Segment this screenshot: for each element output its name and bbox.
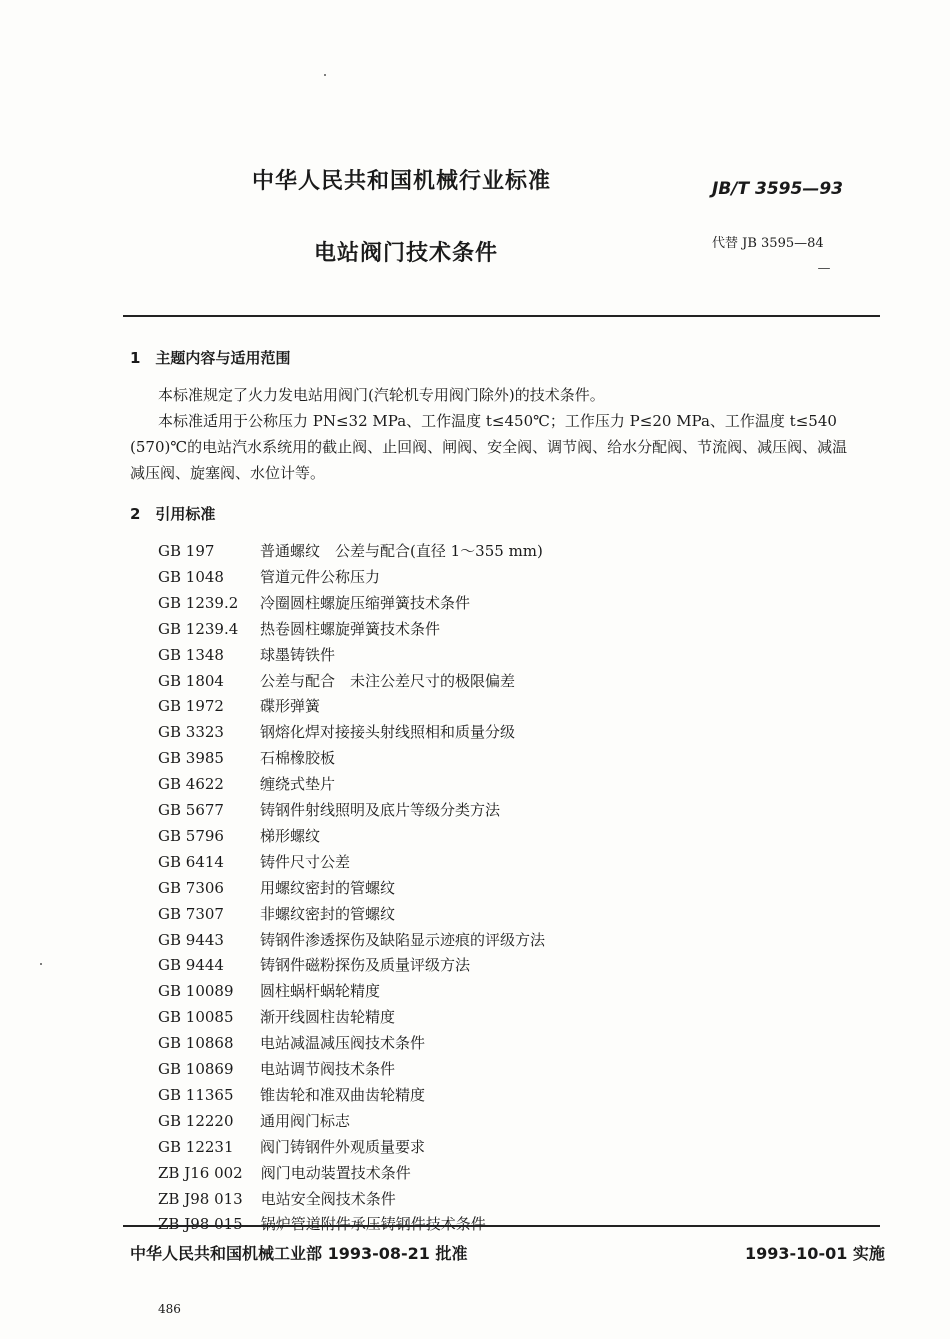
section-1-paragraph-2-line-1: 本标准适用于公称压力 PN≤32 MPa、工作温度 t≤450℃；工作压力 P≤20 MPa、工作温度 t≤540 [158, 412, 837, 430]
reference-item [158, 566, 380, 587]
standard-number: JB/T 3595—93 [712, 179, 843, 199]
reference-item [158, 1032, 425, 1053]
section-1-paragraph-2-line-3: 减压阀、旋塞阀、水位计等。 [130, 464, 326, 482]
reference-item [158, 618, 440, 639]
reference-code: GB 7306 [158, 878, 224, 897]
reference-title [261, 1213, 486, 1234]
industry-title: 中华人民共和国机械行业标准 [252, 169, 552, 194]
reference-code: GB 10089 [158, 982, 234, 1001]
reference-code: GB 6414 [158, 852, 224, 871]
reference-code: GB 12231 [158, 1137, 234, 1156]
reference-item [158, 1110, 350, 1131]
reference-code: GB 5796 [158, 826, 224, 845]
section-1-heading: 1 主题内容与适用范围 [130, 349, 291, 367]
reference-code: GB 5677 [158, 801, 224, 819]
reference-title: 铸钢件渗透探伤及缺陷显示迹痕的评级方法 [260, 930, 546, 949]
reference-title: 用螺纹密封的管螺纹 [260, 878, 396, 897]
reference-code: GB 1804 [158, 671, 224, 690]
reference-item [158, 773, 335, 794]
approval-line: 中华人民共和国机械工业部 1993-08-21 批准 [130, 1244, 468, 1263]
reference-title: 铸件尺寸公差 [260, 852, 351, 871]
reference-item [158, 540, 543, 561]
reference-item [158, 721, 515, 742]
reference-item [158, 1084, 425, 1105]
effective-date: 1993-10-01 实施 [745, 1244, 885, 1263]
reference-item [158, 825, 320, 846]
reference-title: 热卷圆柱螺旋弹簧技术条件 [260, 619, 441, 638]
scan-speck [818, 268, 830, 269]
reference-title: 缠绕式垫片 [260, 775, 336, 794]
reference-title: 钢熔化焊对接接头射线照相和质量分级 [260, 723, 516, 742]
reference-code: GB 9444 [158, 956, 224, 975]
reference-title: 公差与配合 未注公差尺寸的极限偏差 [260, 671, 516, 690]
reference-code: GB 1972 [158, 697, 224, 716]
reference-code: GB 7307 [158, 904, 224, 923]
reference-item [158, 799, 500, 820]
reference-code: GB 11365 [158, 1085, 234, 1104]
reference-code: GB 3985 [158, 749, 224, 768]
reference-item [158, 851, 350, 872]
reference-item [158, 1006, 395, 1027]
reference-item [158, 747, 335, 768]
reference-item [158, 980, 380, 1001]
reference-code: GB 12220 [158, 1111, 234, 1130]
reference-title: 普通螺纹 公差与配合(直径 1～355 mm) [260, 542, 543, 560]
reference-item [158, 929, 545, 950]
reference-title: 电站安全阀技术条件 [260, 1189, 396, 1208]
reference-title: 碟形弹簧 [260, 697, 321, 716]
section-1-paragraph-2-line-2: (570)℃的电站汽水系统用的截止阀、止回阀、闸阀、安全阀、调节阀、给水分配阀、节流阀、减压阀、减温 [130, 438, 848, 456]
reference-code: GB 1239.4 [158, 619, 239, 638]
reference-code: ZB J16 002 [158, 1163, 243, 1182]
reference-title: 冷圈圆柱螺旋压缩弹簧技术条件 [260, 593, 471, 612]
scan-speck [40, 963, 42, 965]
reference-title: 铸钢件磁粉探伤及质量评级方法 [260, 956, 471, 975]
reference-code: GB 1048 [158, 567, 224, 586]
reference-title: 梯形螺纹 [260, 826, 321, 845]
reference-code: GB 10869 [158, 1060, 234, 1078]
reference-code: GB 9443 [158, 930, 224, 949]
reference-code: GB 10868 [158, 1034, 234, 1053]
reference-code: GB 197 [158, 542, 215, 560]
reference-title: 非螺纹密封的管螺纹 [260, 904, 396, 923]
reference-title: 电站调节阀技术条件 [260, 1060, 396, 1078]
reference-code: GB 3323 [158, 723, 224, 742]
footer-divider [123, 1225, 880, 1227]
reference-item [158, 1188, 396, 1209]
reference-code: GB 1348 [158, 645, 224, 664]
reference-item [158, 1213, 486, 1234]
reference-title: 通用阀门标志 [260, 1111, 351, 1130]
reference-item [158, 644, 335, 665]
reference-item [158, 903, 395, 924]
reference-item [158, 954, 470, 975]
reference-title: 圆柱蜗杆蜗轮精度 [260, 982, 381, 1001]
document-title: 电站阀门技术条件 [314, 241, 499, 266]
reference-title: 锥齿轮和准双曲齿轮精度 [260, 1085, 426, 1104]
reference-title: 铸钢件射线照明及底片等级分类方法 [260, 801, 501, 819]
scan-speck [324, 74, 326, 76]
reference-item [158, 1162, 411, 1183]
reference-code: GB 1239.2 [158, 593, 239, 612]
replaces-note: 代替 JB 3595—84 [712, 236, 824, 251]
header-divider [123, 315, 880, 317]
page-number: 486 [158, 1302, 181, 1316]
reference-item [158, 1058, 395, 1079]
reference-title: 阀门电动装置技术条件 [260, 1163, 411, 1182]
reference-item [158, 1136, 425, 1157]
reference-item [158, 877, 395, 898]
reference-item [158, 695, 320, 716]
section-2-heading: 2 引用标准 [130, 505, 216, 523]
reference-title: 石棉橡胶板 [260, 749, 336, 768]
reference-title: 电站减温减压阀技术条件 [260, 1034, 426, 1053]
reference-title: 管道元件公称压力 [260, 567, 381, 586]
reference-code: ZB J98 013 [158, 1189, 243, 1208]
reference-title: 渐开线圆柱齿轮精度 [260, 1008, 396, 1027]
reference-item [158, 670, 515, 691]
reference-code: GB 10085 [158, 1008, 234, 1027]
section-1-paragraph-1: 本标准规定了火力发电站用阀门(汽轮机专用阀门除外)的技术条件。 [158, 386, 605, 404]
reference-title: 球墨铸铁件 [260, 645, 336, 664]
reference-code: GB 4622 [158, 775, 224, 794]
reference-item [158, 592, 470, 613]
reference-title: 阀门铸钢件外观质量要求 [260, 1137, 426, 1156]
